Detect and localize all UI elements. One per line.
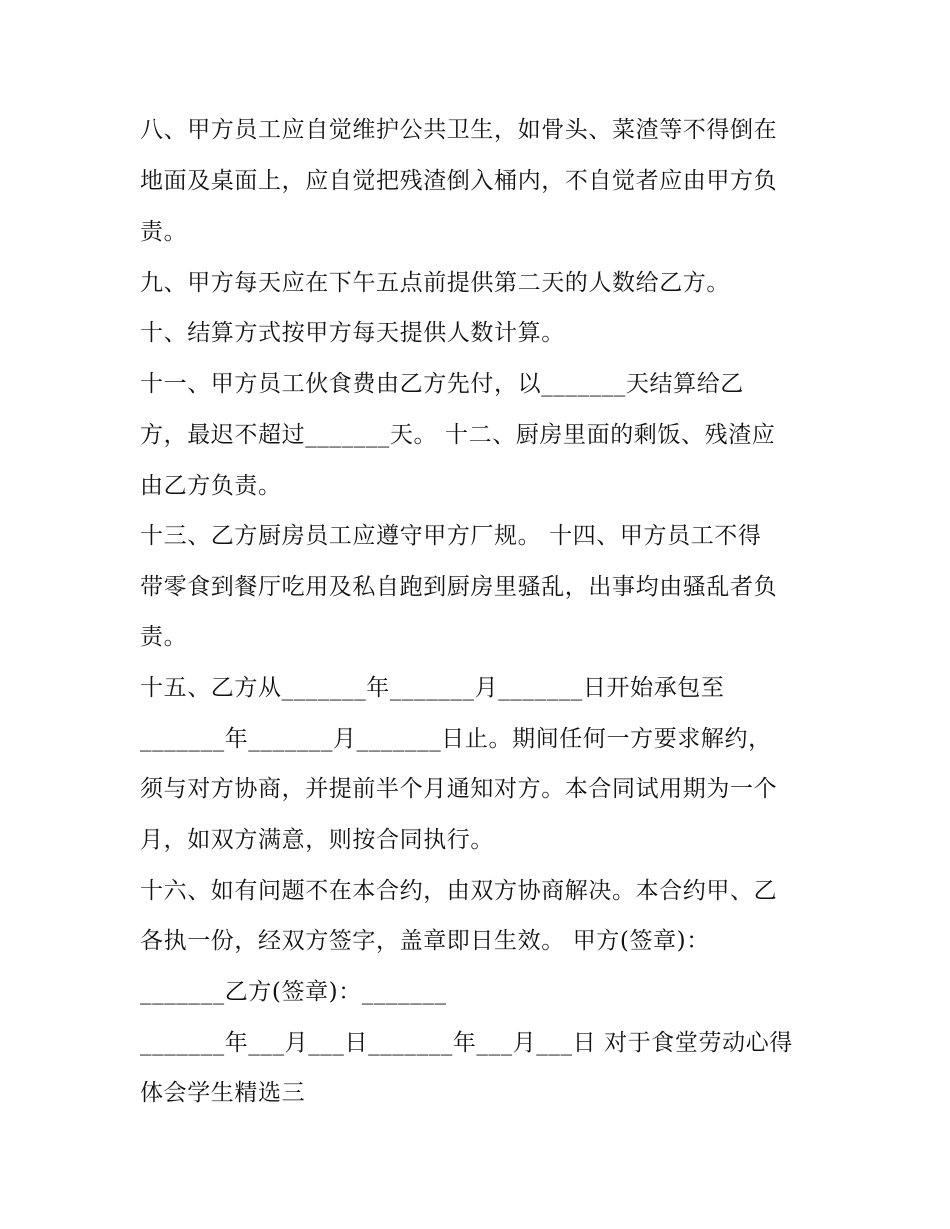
text-line: 责。 bbox=[140, 219, 188, 245]
text-line: 须与对方协商，并提前半个月通知对方。本合同试用期为一个 bbox=[140, 776, 778, 802]
text-line: 各执一份，经双方签字，盖章即日生效。 甲方(签章)： bbox=[140, 928, 710, 954]
text-line: 责。 bbox=[140, 624, 188, 650]
text-line: 由乙方负责。 bbox=[140, 473, 282, 499]
text-line: 地面及桌面上，应自觉把残渣倒入桶内，不自觉者应由甲方负 bbox=[140, 168, 778, 194]
text-line: _______乙方(签章)：_______ bbox=[140, 979, 447, 1005]
text-line: _______年_______月_______日止。期间任何一方要求解约， bbox=[140, 726, 772, 752]
text-line: _______年___月___日_______年___月___日 对于食堂劳动心得 bbox=[140, 1030, 793, 1056]
text-line: 十三、乙方厨房员工应遵守甲方厂规。 十四、甲方员工不得 bbox=[140, 523, 762, 549]
text-line: 十一、甲方员工伙食费由乙方先付，以_______天结算给乙 bbox=[140, 371, 744, 397]
text-line: 方，最迟不超过_______天。 十二、厨房里面的剩饭、残渣应 bbox=[140, 422, 776, 448]
text-line: 月，如双方满意，则按合同执行。 bbox=[140, 827, 494, 853]
text-line: 十五、乙方从_______年_______月_______日开始承包至 bbox=[140, 675, 725, 701]
text-line: 九、甲方每天应在下午五点前提供第二天的人数给乙方。 bbox=[140, 270, 730, 296]
text-line: 十、结算方式按甲方每天提供人数计算。 bbox=[140, 320, 565, 346]
text-line: 十六、如有问题不在本合约，由双方协商解决。本合约甲、乙 bbox=[140, 878, 778, 904]
text-line: 八、甲方员工应自觉维护公共卫生，如骨头、菜渣等不得倒在 bbox=[140, 117, 778, 143]
text-line: 带零食到餐厅吃用及私自跑到厨房里骚乱，出事均由骚乱者负 bbox=[140, 574, 778, 600]
text-line: 体会学生精选三 bbox=[140, 1080, 306, 1106]
